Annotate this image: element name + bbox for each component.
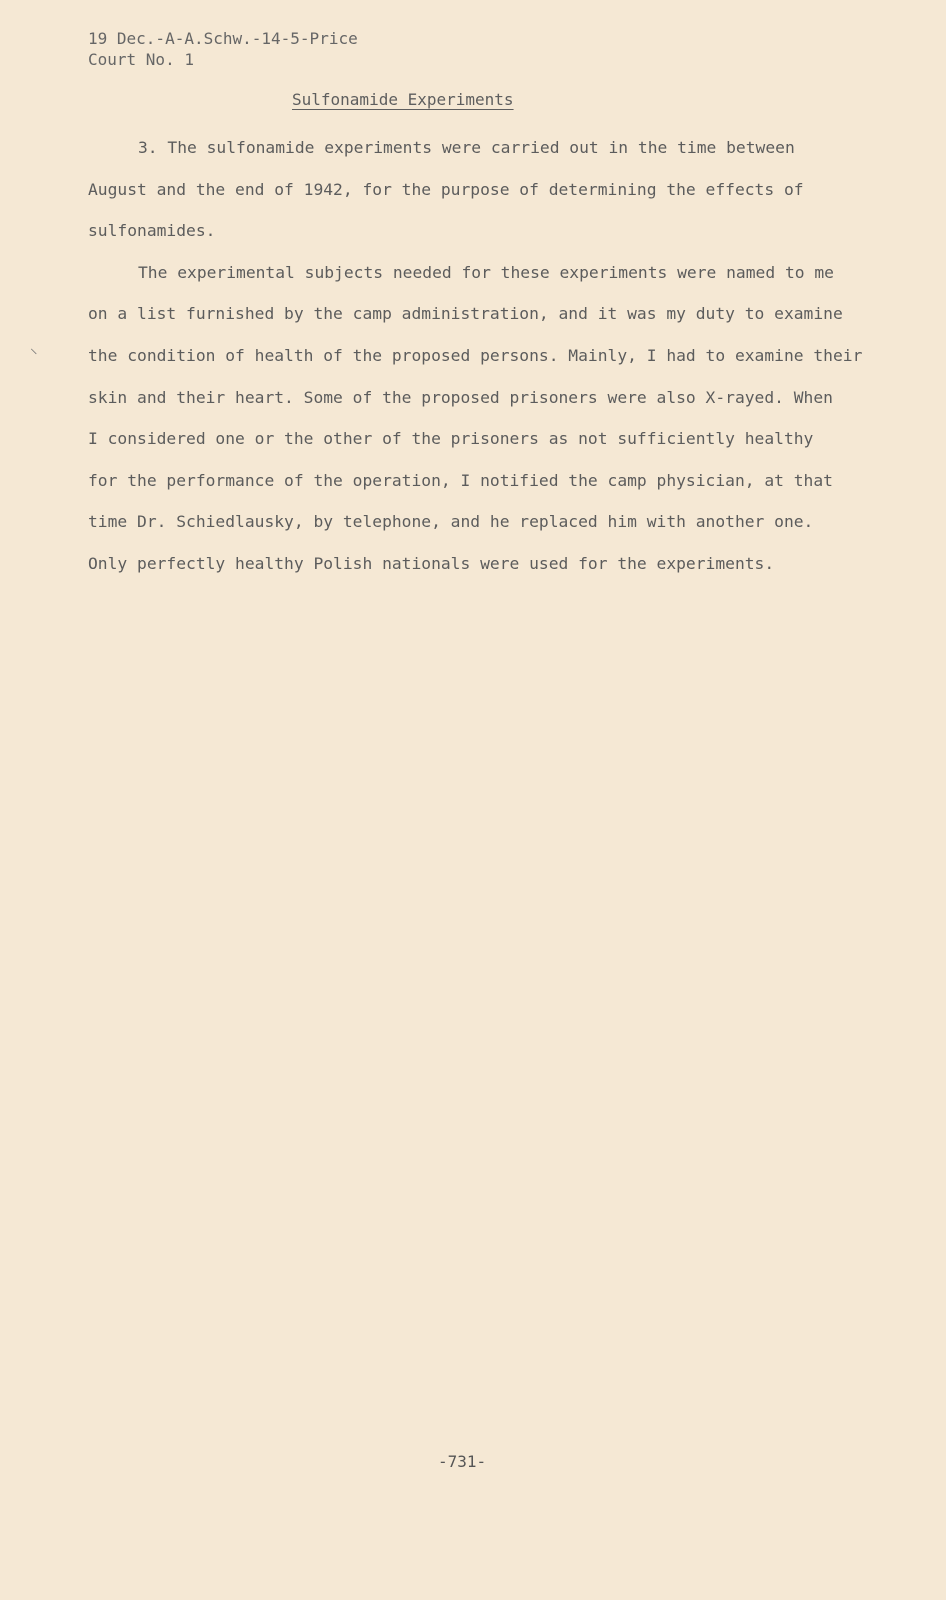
paragraph-line: August and the end of 1942, for the purpose of determining the effects of xyxy=(88,179,804,199)
header-line-reference: 19 Dec.-A-A.Schw.-14-5-Price xyxy=(88,29,358,48)
paragraph-line: the condition of health of the proposed persons. Mainly, I had to examine their xyxy=(88,345,863,365)
paragraph-line: skin and their heart. Some of the proposed prisoners were also X-rayed. When xyxy=(88,387,833,407)
paragraph-line: time Dr. Schiedlausky, by telephone, and he replaced him with another one. xyxy=(88,512,814,532)
document-body xyxy=(88,127,908,585)
document-header xyxy=(88,28,358,70)
paragraph-line: sulfonamides. xyxy=(88,221,216,241)
paragraph-line: Only perfectly healthy Polish nationals were used for the experiments. xyxy=(88,553,775,573)
header-line-court: Court No. 1 xyxy=(88,50,194,69)
page-number: -731- xyxy=(438,1452,487,1471)
paragraph-line: for the performance of the operation, I notified the camp physician, at that xyxy=(88,470,833,490)
paragraph-line: on a list furnished by the camp administration, and it was my duty to examine xyxy=(88,304,843,324)
margin-mark-icon: ⸜ xyxy=(30,339,38,357)
paragraph-line: I considered one or the other of the prisoners as not sufficiently healthy xyxy=(88,429,814,449)
paragraph-line: 3. The sulfonamide experiments were carried out in the time between xyxy=(138,138,795,157)
paragraph-line: The experimental subjects needed for these experiments were named to me xyxy=(138,262,834,282)
section-title: Sulfonamide Experiments xyxy=(292,90,514,109)
